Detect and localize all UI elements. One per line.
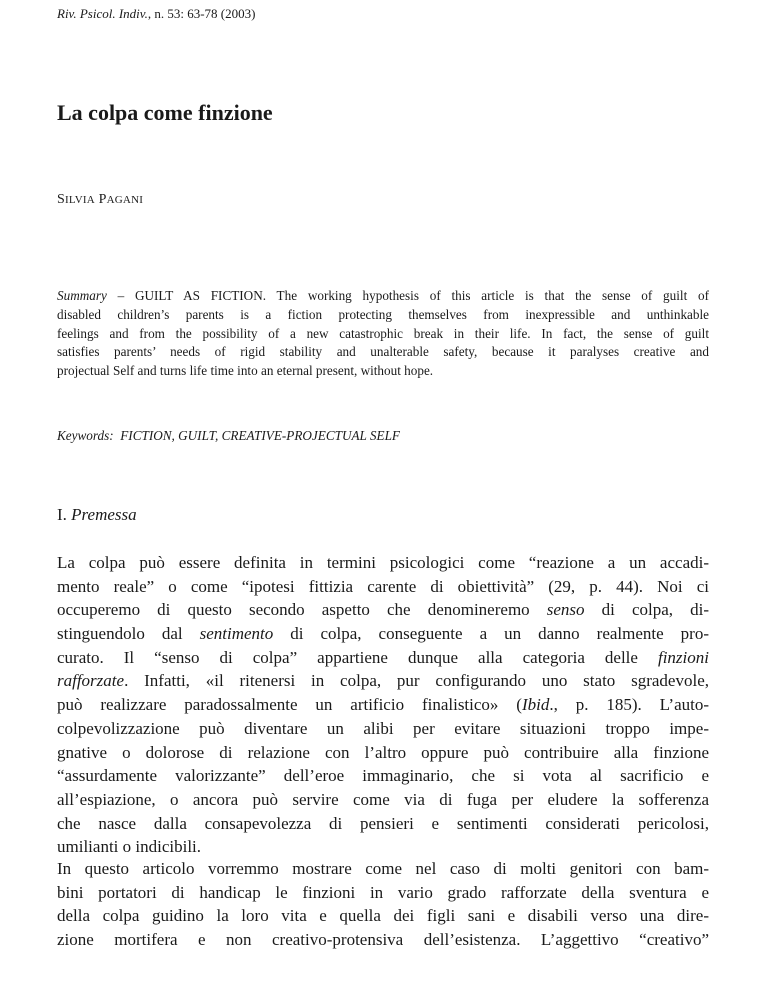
section-number: I.	[57, 505, 67, 524]
text-line: che nasce dalla consapevolezza di pensieri e sentimenti considerati pericolosi,	[57, 813, 709, 833]
text-line: occuperemo di questo secondo aspetto che denomineremo senso di colpa, di-	[57, 600, 710, 620]
author-name: SILVIA PAGANI	[57, 192, 144, 207]
summary-line: disabled children’s parents is a fiction protecting themselves from inexpressible and unthinkable	[57, 306, 709, 322]
body-paragraph-2	[57, 857, 709, 952]
keywords-label: Keywords:	[57, 428, 114, 443]
text-line: mento reale” o come “ipotesi fittizia carente di obiettività” (29, p. 44). Noi ci	[57, 576, 709, 596]
text-line: zione mortifera e non creativo-protensiva dell’esistenza. L’aggettivo “creativo”	[57, 930, 709, 950]
text-line: La colpa può essere definita in termini psicologici come “reazione a un accadi-	[57, 553, 709, 572]
text-line: bini portatori di handicap le finzioni in vario grado rafforzate della sventura e	[57, 882, 709, 902]
text-line: stinguendolo dal sentimento di colpa, conseguente a un danno realmente pro-	[57, 624, 709, 644]
text-line: colpevolizzazione può diventare un alibi per evitare situazioni troppo impe-	[57, 718, 709, 738]
journal-citation	[57, 6, 255, 22]
summary-line: Summary – GUILT AS FICTION. The working hypothesis of this article is that the sense of guilt of	[57, 288, 709, 303]
article-title: La colpa come finzione	[57, 100, 273, 125]
text-line: In questo articolo vorremmo mostrare come nel caso di molti genitori con bam-	[57, 859, 709, 878]
section-heading	[57, 505, 137, 525]
summary-line: feelings and from the possibility of a new catastrophic break in their life. In fact, the sense of guilt	[57, 325, 709, 341]
text-line: “assurdamente valorizzante” dell’eroe immaginario, che si vota al sacrificio e	[57, 766, 709, 786]
summary-label: Summary	[57, 288, 107, 303]
section-title: Premessa	[71, 505, 137, 524]
journal-name: Riv. Psicol. Indiv.	[57, 6, 148, 21]
text-line: umilianti o indicibili.	[57, 837, 202, 857]
summary-abstract	[57, 287, 709, 381]
text-line: all’espiazione, o ancora può servire come via di fuga per eludere la sofferenza	[57, 789, 709, 809]
summary-line: satisfies parents’ needs of rigid stability and unalterable safety, because it paralyses creative and	[57, 344, 709, 360]
keywords-list: FICTION, GUILT, CREATIVE-PROJECTUAL SELF	[120, 428, 400, 443]
text-line: rafforzate. Infatti, «il ritenersi in colpa, pur configurando uno stato sgradevole,	[57, 671, 709, 691]
text-line: curato. Il “senso di colpa” appartiene dunque alla categoria delle finzioni	[57, 647, 709, 667]
body-paragraph-1	[57, 551, 709, 859]
text-line: può realizzare paradossalmente un artificio finalistico» (Ibid., p. 185). L’auto-	[57, 695, 710, 715]
citation-details: , n. 53: 63-78 (2003)	[147, 6, 256, 21]
text-line: gnative o dolorose di relazione con l’altro oppure può contribuire alla finzione	[57, 742, 709, 762]
summary-line: projectual Self and turns life time into an eternal present, without hope.	[57, 363, 434, 379]
text-line: della colpa guidino la loro vita e quella dei figli sani e disabili verso una dire-	[57, 906, 709, 926]
keywords	[57, 428, 400, 444]
